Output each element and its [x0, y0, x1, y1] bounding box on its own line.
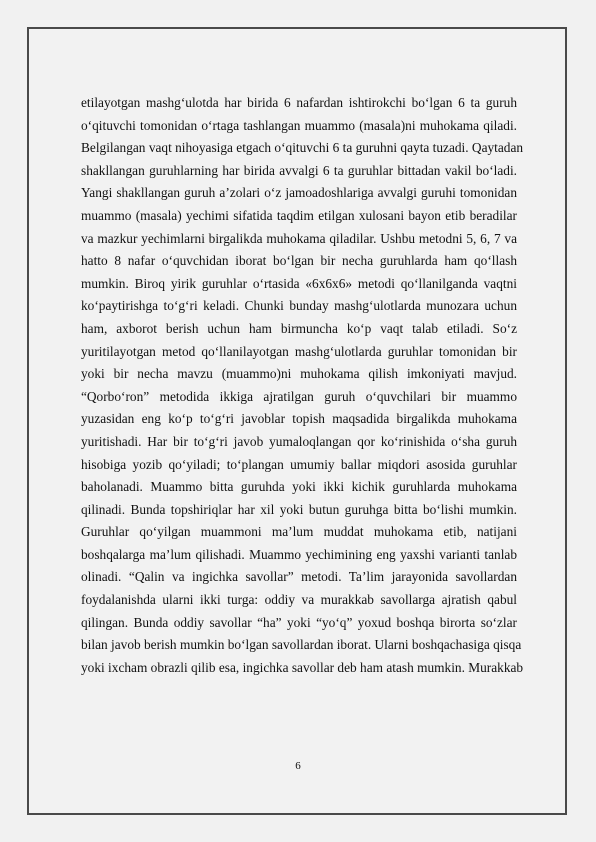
text-line: va mazkur yechimlarni birgalikda muhokama qiladilar. Ushbu metodni 5, 6, 7 va [81, 230, 517, 246]
text-line: Yangi shakllangan guruh a’zolari o‘z jamoadoshlariga avvalgi guruhi tomonidan [81, 185, 517, 201]
text-line: foydalanishda ularni ikki turga: oddiy va murakkab savollarga ajratish qabul [81, 592, 517, 608]
text-line: hatto 8 nafar o‘quvchidan iborat bo‘lgan bir necha guruhlarda ham qo‘llash [81, 253, 517, 269]
text-line: qilinadi. Bunda topshiriqlar har xil yoki butun guruhga bitta bo‘lishi mumkin. [81, 501, 517, 517]
text-line: mumkin. Biroq yirik guruhlar o‘rtasida «6x6x6» metodi qo‘llanilganda vaqtni [81, 275, 517, 291]
text-line: olinadi. “Qalin va ingichka savollar” metodi. Ta’lim jarayonida savollardan [81, 569, 517, 585]
text-line: ham, axborot berish uchun ham birmuncha ko‘p vaqt talab etiladi. So‘z [81, 320, 517, 336]
text-line: Belgilangan vaqt nihoyasiga etgach o‘qituvchi 6 ta guruhni qayta tuzadi. Qaytadan [81, 140, 524, 156]
page-number: 6 [295, 760, 301, 772]
text-line: yoki ixcham obrazli qilib esa, ingichka savollar deb ham atash mumkin. Murakkab [81, 659, 524, 675]
text-line: Guruhlar qo‘yilgan muammoni ma’lum muddat muhokama etib, natijani [81, 524, 517, 540]
text-line: yuritilayotgan metod qo‘llanilayotgan mashg‘ulotlarda guruhlar tomonidan bir [81, 343, 517, 359]
text-line: bilan javob berish mumkin bo‘lgan savollardan iborat. Ularni boshqachasiga qisqa [81, 637, 522, 653]
text-line: o‘qituvchi tomonidan o‘rtaga tashlangan muammo (masala)ni muhokama qiladi. [81, 117, 517, 133]
text-line: etilayotgan mashg‘ulotda har birida 6 nafardan ishtirokchi bo‘lgan 6 ta guruh [81, 95, 517, 110]
text-line: yuzasidan eng ko‘p to‘g‘ri javoblar topish maqsadida birgalikda muhokama [81, 411, 517, 427]
text-line: baholanadi. Muammo bitta guruhda yoki ikki kichik guruhlarda muhokama [81, 479, 517, 495]
text-line: hisobiga yozib qo‘yiladi; to‘plangan umumiy ballar miqdori asosida guruhlar [81, 456, 517, 472]
text-line: yuritishadi. Har bir to‘g‘ri javob yumaloqlangan qor ko‘rinishida o‘sha guruh [81, 433, 517, 449]
text-line: muammo (masala) yechimi sifatida taqdim etilgan xulosani bayon etib beradilar [81, 207, 517, 223]
body-paragraph [81, 92, 524, 679]
text-line: shakllangan guruhlarning har birida avvalgi 6 ta guruhlar bittadan vakil bo‘ladi. [81, 162, 517, 178]
text-line: boshqalarga ma’lum qilishadi. Muammo yechimining eng yaxshi varianti tanlab [81, 546, 517, 562]
text-line: “Qorbo‘ron” metodida ikkiga ajratilgan guruh o‘quvchilari bir muammo [81, 388, 517, 404]
text-line: ko‘paytirishga to‘g‘ri keladi. Chunki bunday mashg‘ulotlarda munozara uchun [81, 298, 517, 314]
text-line: yoki bir necha mavzu (muammo)ni muhokama qilish imkoniyati mavjud. [81, 366, 517, 382]
text-line: qilingan. Bunda oddiy savollar “ha” yoki “yo‘q” yoxud boshqa birorta so‘zlar [81, 614, 517, 630]
